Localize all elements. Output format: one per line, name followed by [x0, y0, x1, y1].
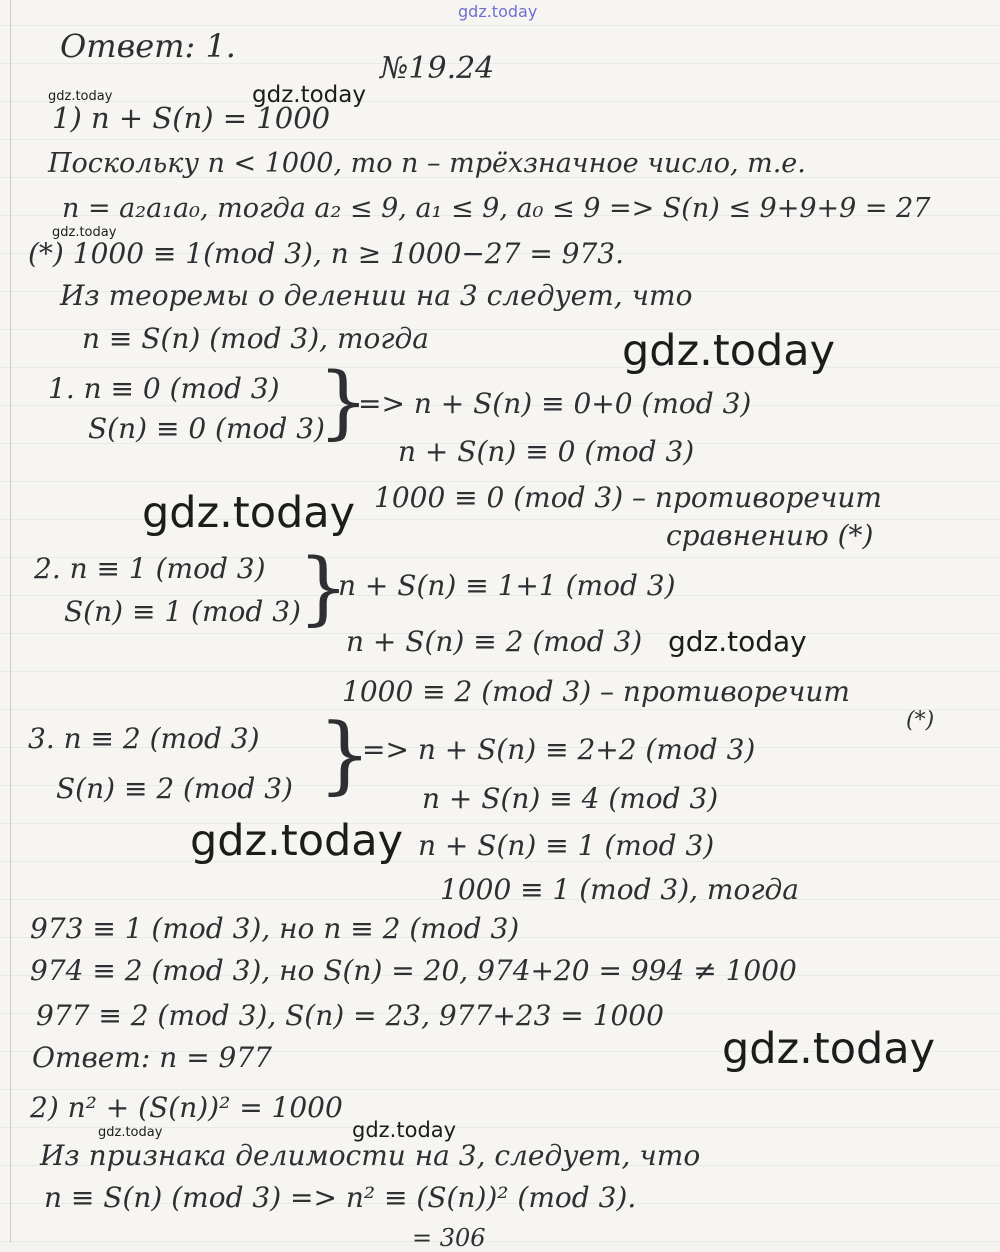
part2-divisibility-line: Из признака делимости на 3, следует, что: [40, 1139, 701, 1172]
watermark: gdz.today: [190, 816, 404, 866]
case1-condition-sn: S(n) ≡ 0 (mod 3): [88, 412, 325, 445]
case3-result-3: n + S(n) ≡ 1 (mod 3): [418, 829, 715, 862]
case1-condition-n: 1. n ≡ 0 (mod 3): [48, 372, 280, 405]
case1-result-2: n + S(n) ≡ 0 (mod 3): [398, 435, 695, 468]
case3-condition-sn: S(n) ≡ 2 (mod 3): [56, 772, 293, 805]
case2-result-4: (*): [906, 708, 935, 733]
watermark: gdz.today: [98, 1125, 163, 1140]
watermark-top: gdz.today: [458, 2, 538, 21]
case3-condition-n: 3. n ≡ 2 (mod 3): [28, 722, 260, 755]
watermark: gdz.today: [142, 488, 356, 538]
watermark: gdz.today: [252, 82, 366, 108]
final-answer: Ответ: n = 977: [32, 1041, 272, 1074]
part1-n-equiv-sn: n ≡ S(n) (mod 3), тогда: [82, 322, 429, 355]
watermark: gdz.today: [622, 326, 836, 376]
part2-equation: 2) n² + (S(n))² = 1000: [30, 1091, 343, 1124]
watermark: gdz.today: [722, 1024, 936, 1074]
case3-brace: }: [318, 705, 372, 803]
part1-digits-line: n = a₂a₁a₀, тогда a₂ ≤ 9, a₁ ≤ 9, a₀ ≤ 9 => S(n) ≤ 9+9+9 = 27: [62, 193, 931, 224]
case1-result-4: сравнению (*): [666, 519, 874, 552]
problem-number: №19.24: [380, 51, 495, 86]
part1-theorem-line: Из теоремы о делении на 3 следует, что: [60, 279, 693, 312]
cut-off-line: = 306: [412, 1224, 486, 1252]
part1-since-line: Поскольку n < 1000, то n – трёхзначное число, т.е.: [48, 148, 806, 179]
watermark: gdz.today: [352, 1118, 457, 1142]
case2-brace: }: [298, 541, 349, 634]
watermark: gdz.today: [48, 89, 113, 104]
case3-result-4: 1000 ≡ 1 (mod 3), тогда: [440, 873, 799, 906]
previous-answer: Ответ: 1.: [60, 27, 236, 65]
case1-result-1: => n + S(n) ≡ 0+0 (mod 3): [358, 387, 752, 420]
case2-condition-sn: S(n) ≡ 1 (mod 3): [64, 595, 301, 628]
page-margin-line: [10, 0, 11, 1242]
case3-result-1: => n + S(n) ≡ 2+2 (mod 3): [362, 733, 756, 766]
case3-result-2: n + S(n) ≡ 4 (mod 3): [422, 782, 719, 815]
case2-result-3: 1000 ≡ 2 (mod 3) – противоречит: [342, 675, 850, 708]
part1-congruence-star: (*) 1000 ≡ 1(mod 3), n ≥ 1000−27 = 973.: [28, 237, 625, 270]
check-973: 973 ≡ 1 (mod 3), но n ≡ 2 (mod 3): [30, 912, 520, 945]
case2-result-1: n + S(n) ≡ 1+1 (mod 3): [338, 569, 676, 602]
check-977: 977 ≡ 2 (mod 3), S(n) = 23, 977+23 = 1000: [36, 999, 664, 1032]
check-974: 974 ≡ 2 (mod 3), но S(n) = 20, 974+20 = 994 ≠ 1000: [30, 954, 797, 987]
case1-result-3: 1000 ≡ 0 (mod 3) – противоречит: [374, 481, 882, 514]
watermark: gdz.today: [668, 625, 807, 658]
case2-result-2: n + S(n) ≡ 2 (mod 3): [346, 625, 643, 658]
case2-condition-n: 2. n ≡ 1 (mod 3): [34, 552, 266, 585]
watermark: gdz.today: [52, 225, 117, 240]
case1-brace: }: [318, 355, 369, 448]
part2-congruence-line: n ≡ S(n) (mod 3) => n² ≡ (S(n))² (mod 3).: [44, 1181, 637, 1214]
part1-equation: 1) n + S(n) = 1000: [52, 101, 331, 135]
